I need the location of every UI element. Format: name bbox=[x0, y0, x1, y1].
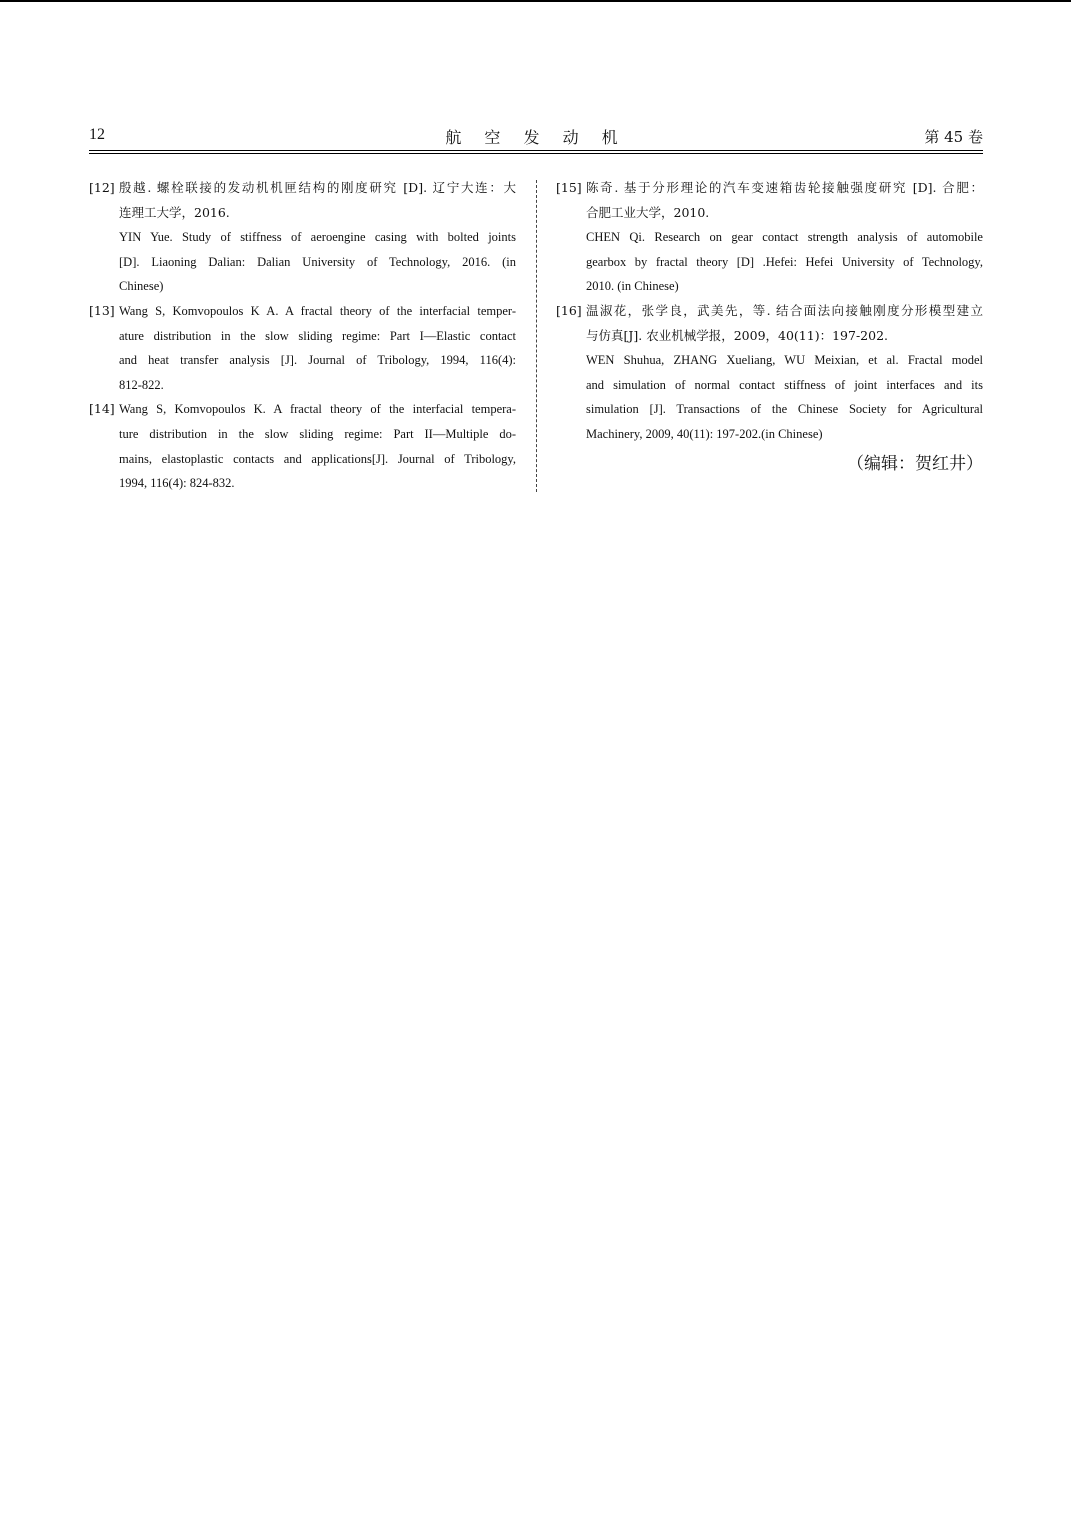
reference-number: [12] bbox=[89, 180, 115, 195]
top-border-rule bbox=[0, 0, 1071, 2]
reference-cn-line: 殷越. 螺栓联接的发动机机匣结构的刚度研究 [D]. 辽宁大连：大 bbox=[119, 180, 516, 195]
reference-line: ture distribution in the slow sliding regime: Part II—Multiple do- bbox=[119, 426, 516, 441]
reference-15 bbox=[556, 176, 983, 299]
reference-cn-line: 连理工大学，2016. bbox=[119, 204, 230, 220]
reference-line: Wang S, Komvopoulos K. A fractal theory of the interfacial tempera- bbox=[119, 402, 516, 417]
reference-en-line: simulation [J]. Transactions of the Chinese Society for Agricultural bbox=[586, 402, 983, 417]
journal-title: 航 空 发 动 机 bbox=[445, 128, 627, 147]
reference-number: [15] bbox=[556, 180, 582, 195]
column-divider bbox=[536, 180, 537, 492]
reference-line: 1994, 116(4): 824-832. bbox=[119, 476, 235, 491]
reference-number: [14] bbox=[89, 401, 115, 417]
reference-14 bbox=[89, 397, 516, 495]
reference-line: 812-822. bbox=[119, 377, 164, 392]
header-rule-bottom bbox=[89, 153, 983, 154]
reference-16 bbox=[556, 299, 983, 447]
reference-en-line: gearbox by fractal theory [D] .Hefei: Hefei University of Technology, bbox=[586, 254, 983, 269]
reference-line: and heat transfer analysis [J]. Journal of Tribology, 1994, 116(4): bbox=[119, 353, 516, 368]
reference-12 bbox=[89, 176, 516, 299]
reference-en-line: Machinery, 2009, 40(11): 197-202.(in Chinese) bbox=[586, 426, 823, 441]
references-left-column bbox=[89, 176, 516, 496]
references-right-column bbox=[556, 176, 983, 479]
reference-13 bbox=[89, 299, 516, 397]
reference-number: [16] bbox=[556, 302, 582, 318]
reference-line: ature distribution in the slow sliding regime: Part I—Elastic contact bbox=[119, 328, 516, 343]
reference-cn-line: 合肥工业大学，2010. bbox=[586, 204, 710, 220]
reference-en-line: CHEN Qi. Research on gear contact strength analysis of automobile bbox=[586, 230, 983, 245]
reference-line: mains, elastoplastic contacts and applications[J]. Journal of Tribology, bbox=[119, 451, 516, 466]
editor-note: （编辑：贺红井） bbox=[847, 453, 983, 474]
reference-en-line: 2010. (in Chinese) bbox=[586, 279, 679, 294]
reference-line: Wang S, Komvopoulos K A. A fractal theory of the interfacial temper- bbox=[119, 303, 516, 318]
page-header bbox=[89, 124, 983, 150]
reference-en-line: WEN Shuhua, ZHANG Xueliang, WU Meixian, et al. Fractal model bbox=[586, 353, 983, 368]
header-rule-top bbox=[89, 150, 983, 151]
reference-en-line: and simulation of normal contact stiffness of joint interfaces and its bbox=[586, 377, 983, 392]
volume-label: 第 45 卷 bbox=[924, 128, 983, 146]
reference-cn-line: 温淑花，张学良，武美先，等. 结合面法向接触刚度分形模型建立 bbox=[586, 302, 983, 318]
reference-cn-line: 陈奇. 基于分形理论的汽车变速箱齿轮接触强度研究 [D]. 合肥： bbox=[586, 180, 983, 195]
page-number: 12 bbox=[89, 126, 105, 143]
reference-cn-line: 与仿真[J]. 农业机械学报，2009，40(11)：197-202. bbox=[586, 327, 889, 343]
reference-en-line: Chinese) bbox=[119, 279, 164, 294]
reference-number: [13] bbox=[89, 302, 115, 318]
reference-en-line: [D]. Liaoning Dalian: Dalian University of Technology, 2016. (in bbox=[119, 254, 516, 269]
reference-en-line: YIN Yue. Study of stiffness of aeroengine casing with bolted joints bbox=[119, 230, 516, 245]
